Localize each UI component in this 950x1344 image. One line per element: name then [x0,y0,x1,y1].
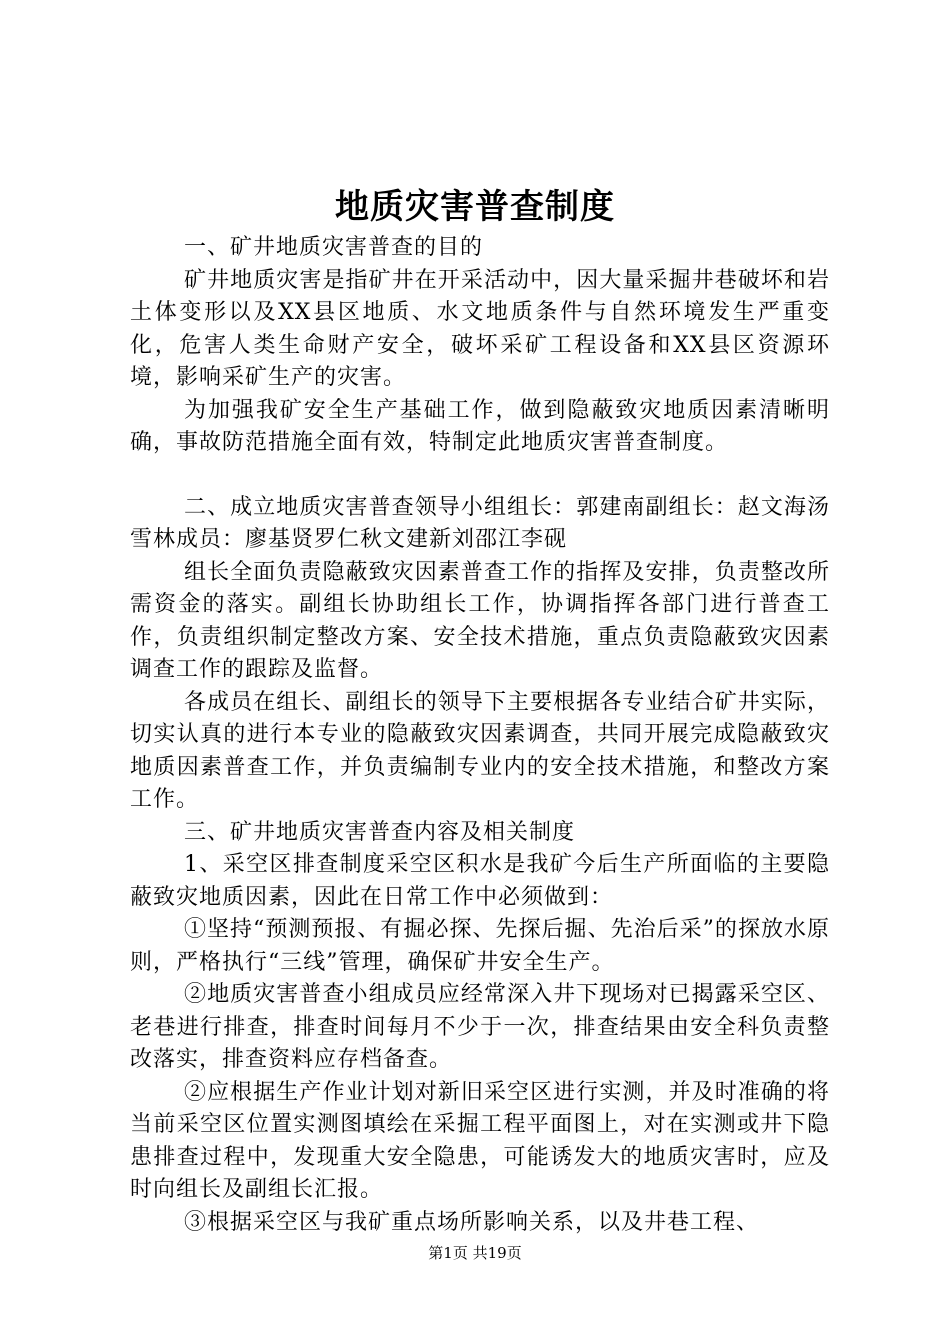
section-heading-2: 二、成立地质灾害普查领导小组组长：郭建南副组长：赵文海汤雪林成员：廖基贤罗仁秋文建新刘邵江李砚 [130,494,830,552]
section-heading-1: 一、矿井地质灾害普查的目的 [184,235,484,260]
list-item-4: ③根据采空区与我矿重点场所影响关系，以及井巷工程、 [184,1209,760,1235]
blank-line [130,460,830,492]
paragraph-definition: 矿井地质灾害是指矿井在开采活动中，因大量采掘井巷破坏和岩土体变形以及XX县区地质、水文地质条件与自然环境发生严重变化，危害人类生命财产安全，破坏采矿工程设备和XX县区资源环境，影响采矿生产的灾害。 [130,267,830,390]
document-body [130,232,830,1239]
document-title: 地质灾害普查制度 [335,187,615,227]
paragraph-member-duties: 各成员在组长、副组长的领导下主要根据各专业结合矿井实际，切实认真的进行本专业的隐蔽致灾因素调查，共同开展完成隐蔽致灾地质因素普查工作，并负责编制专业内的安全技术措施，和整改方案工作。 [130,689,830,812]
section-heading-3: 三、矿井地质灾害普查内容及相关制度 [184,819,576,845]
paragraph-leader-duties: 组长全面负责隐蔽致灾因素普查工作的指挥及安排，负责整改所需资金的落实。副组长协助组长工作，协调指挥各部门进行普查工作，负责组织制定整改方案、安全技术措施，重点负责隐蔽致灾因素调查工作的跟踪及监督。 [130,559,830,682]
list-item-2: ②地质灾害普查小组成员应经常深入井下现场对已揭露采空区、老巷进行排查，排查时间每月不少于一次，排查结果由安全科负责整改落实，排查资料应存档备查。 [130,982,830,1072]
list-item-3: ②应根据生产作业计划对新旧采空区进行实测，并及时准确的将当前采空区位置实测图填绘在采掘工程平面图上，对在实测或井下隐患排查过程中，发现重大安全隐患，可能诱发大的地质灾害时，应及时向组长及副组长汇报。 [130,1079,830,1202]
page-footer: 第1页 共19页 [428,1244,522,1262]
paragraph-goaf-system: 1、采空区排查制度采空区积水是我矿今后生产所面临的主要隐蔽致灾地质因素，因此在日常工作中必须做到： [130,852,830,910]
list-item-1: ①坚持“预测预报、有掘必探、先探后掘、先治后采”的探放水原则，严格执行“三线”管理，确保矿井安全生产。 [130,917,830,975]
paragraph-purpose: 为加强我矿安全生产基础工作，做到隐蔽致灾地质因素清晰明确，事故防范措施全面有效，特制定此地质灾害普查制度。 [130,397,830,455]
